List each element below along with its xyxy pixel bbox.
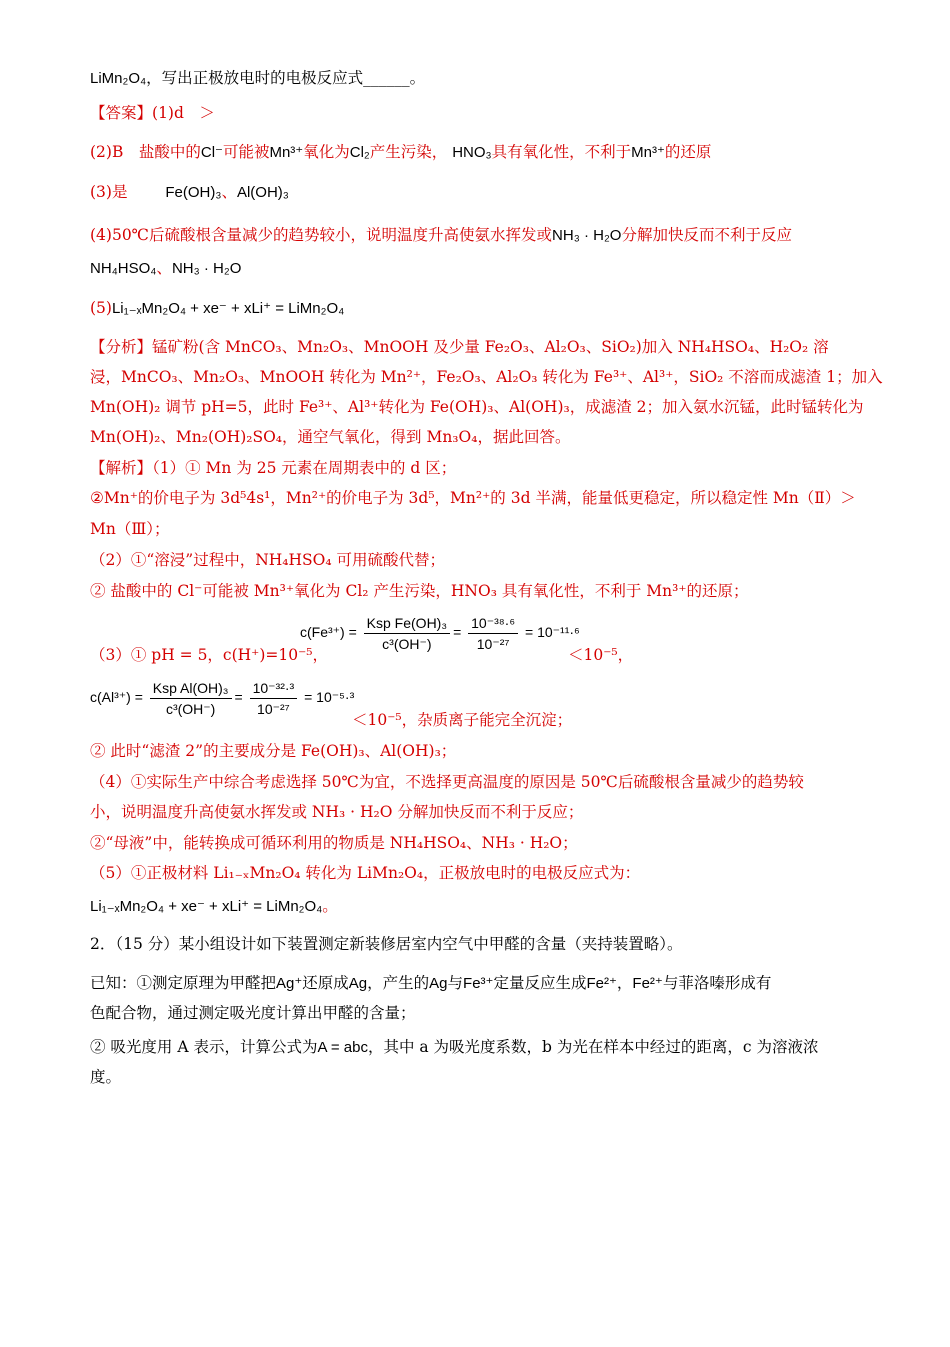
answer-line-1 xyxy=(90,103,215,123)
text: （1）① Mn 为 25 元素在周期表中的 d 区； xyxy=(152,459,457,477)
solution-line-4 xyxy=(90,550,445,570)
formula: Cl⁻ xyxy=(200,144,223,161)
text: ，写出正极放电时的电极反应式______。 xyxy=(146,69,426,87)
answer-line-2 xyxy=(90,142,711,163)
formula: NH₃ · H₂O xyxy=(171,260,242,277)
numerator: 10⁻³²·³ xyxy=(250,678,298,699)
text: (4)50℃后硫酸根含量减少的趋势较小，说明温度升高使氨水挥发或 xyxy=(90,226,553,244)
text: ，产生的 xyxy=(367,974,430,992)
formula: LiMn₂O₄ xyxy=(90,70,147,87)
formula: NH₄HSO₄ xyxy=(90,260,157,277)
denominator: c³(OH⁻) xyxy=(165,701,216,717)
result: = 10⁻⁵·³ xyxy=(304,689,355,706)
q1-tail-line xyxy=(90,68,425,89)
formula: Ag xyxy=(348,975,368,992)
analysis-line-3 xyxy=(90,397,864,417)
fraction xyxy=(250,678,298,719)
equation: Li₁₋ₓMn₂O₄ + xe⁻ + xLi⁺ = LiMn₂O₄ xyxy=(111,300,345,317)
lhs: c(Al³⁺) = xyxy=(90,689,143,706)
solution-line-2 xyxy=(90,488,856,508)
text: 小，说明温度升高使氨水挥发或 NH₃ · H₂O 分解加快反而不利于反应； xyxy=(90,803,584,821)
q2-title xyxy=(90,934,683,954)
fe-compare xyxy=(568,645,633,665)
result: = 10⁻¹¹·⁶ xyxy=(525,624,580,641)
numerator: 10⁻³⁸·⁶ xyxy=(468,613,518,634)
text: 具有氧化性，不利于 xyxy=(491,143,632,161)
text: 、 xyxy=(156,259,172,277)
text: 度。 xyxy=(90,1068,122,1086)
solution-line-11 xyxy=(90,863,640,883)
fraction xyxy=(364,613,450,654)
analysis-tag: 【分析】 xyxy=(90,338,153,356)
analysis-line-1 xyxy=(90,337,829,357)
text: Mn(OH)₂ 调节 pH=5，此时 Fe³⁺、Al³⁺转化为 Fe(OH)₃、Al(OH)₃，成滤渣 2；加入氨水沉锰，此时锰转化为 xyxy=(90,398,864,416)
formula: Ag xyxy=(429,975,448,992)
answer-tag: 【答案】 xyxy=(90,104,153,122)
text: ， xyxy=(616,974,633,992)
formula: Fe²⁺ xyxy=(586,975,617,992)
formula: HNO₃ xyxy=(452,144,492,161)
text: ② 吸光度用 A 表示，计算公式为 xyxy=(90,1038,318,1056)
text: 的还原 xyxy=(664,143,712,161)
text: 浸，MnCO₃、Mn₂O₃、MnOOH 转化为 Mn²⁺，Fe₂O₃、Al₂O₃ 转化为 Fe³⁺、Al³⁺，SiO₂ 不溶而成滤渣 1；加入 xyxy=(90,368,883,386)
fraction xyxy=(468,613,518,654)
text: (3)是 xyxy=(90,183,128,201)
text: 。 xyxy=(322,897,338,915)
formula: Al(OH)₃ xyxy=(236,184,289,201)
text: （3）① pH = 5，c(H⁺)=10⁻⁵， xyxy=(90,646,329,664)
analysis-line-2 xyxy=(90,367,883,387)
text: ＜10⁻⁵， xyxy=(568,646,634,664)
formula: Mn³⁺ xyxy=(269,144,304,161)
denominator: 10⁻²⁷ xyxy=(257,701,290,717)
q2-known-line-3 xyxy=(90,1037,819,1058)
text: 产生污染， xyxy=(369,143,448,161)
formula: Fe³⁺ xyxy=(463,975,494,992)
text: ② 盐酸中的 Cl⁻可能被 Mn³⁺氧化为 Cl₂ 产生污染，HNO₃ 具有氧化性，不利于 Mn³⁺的还原； xyxy=(90,582,749,600)
formula: Fe(OH)₃ xyxy=(165,184,222,201)
text: 与 xyxy=(447,974,464,992)
text: ②“母液”中，能转换成可循环利用的物质是 NH₄HSO₄、NH₃ · H₂O； xyxy=(90,834,578,852)
lhs: c(Fe³⁺) = xyxy=(300,624,357,641)
text: （4）①实际生产中综合考虑选择 50℃为宜，不选择更高温度的原因是 50℃后硫酸根含量减少的趋势较 xyxy=(90,773,804,791)
text: （5）①正极材料 Li₁₋ₓMn₂O₄ 转化为 LiMn₂O₄，正极放电时的电极反应式为： xyxy=(90,864,641,882)
q2-known-line-1 xyxy=(90,973,771,994)
text: 色配合物，通过测定吸光度计算出甲醛的含量； xyxy=(90,1004,416,1022)
text: 氧化为 xyxy=(303,143,350,161)
solution-line-3 xyxy=(90,519,170,539)
answer-line-4b xyxy=(90,258,241,279)
text: ＜10⁻⁵，杂质离子能完全沉淀； xyxy=(352,711,573,729)
solution-line-8 xyxy=(90,772,804,792)
equation: Li₁₋ₓMn₂O₄ + xe⁻ + xLi⁺ = LiMn₂O₄ xyxy=(90,898,323,915)
text: ，其中 a 为吸光度系数，b 为光在样本中经过的距离，c 为溶液浓 xyxy=(367,1038,819,1056)
denominator: c³(OH⁻) xyxy=(382,636,432,652)
solution-tag: 【解析】 xyxy=(90,459,153,477)
text: ②Mn⁺的价电子为 3d⁵4s¹，Mn²⁺的价电子为 3d⁵，Mn²⁺的 3d 半满，能量低更稳定，所以稳定性 Mn（Ⅱ）＞ xyxy=(90,489,856,507)
text: 、 xyxy=(221,183,237,201)
formula: NH₃ · H₂O xyxy=(552,227,622,244)
fraction xyxy=(150,678,232,719)
text: Mn(OH)₂、Mn₂(OH)₂SO₄，通空气氧化，得到 Mn₃O₄，据此回答。 xyxy=(90,428,571,446)
fe-equation: c(Fe³⁺) = $\frac{\text{Ksp Fe(OH)₃}}{\text{c³(OH⁻)}}$ = $\frac{\text{10⁻³⁸·⁶}}{\text{10⁻²⁷}}$ = 10⁻¹¹·⁶ xyxy=(300,615,580,652)
answer-line-3 xyxy=(90,182,289,203)
answer-line-4 xyxy=(90,225,792,246)
formula: Ag⁺ xyxy=(276,975,303,992)
denominator: 10⁻²⁷ xyxy=(476,636,510,652)
al-compare xyxy=(352,710,572,730)
formula: Fe²⁺ xyxy=(632,975,663,992)
solution-line-12 xyxy=(90,896,338,917)
al-equation: c(Al³⁺) = $\frac{\text{Ksp Al(OH)₃}}{\text{c³(OH⁻)}}$ = $\frac{\text{10⁻³²·³}}{\text{10⁻²⁷}}$ = 10⁻⁵·³ xyxy=(90,680,355,717)
text: ② 此时“滤渣 2”的主要成分是 Fe(OH)₃、Al(OH)₃； xyxy=(90,742,457,760)
numerator: Ksp Fe(OH)₃ xyxy=(364,613,450,634)
formula: Cl₂ xyxy=(349,144,370,161)
analysis-line-4 xyxy=(90,427,570,447)
solution-line-6 xyxy=(90,645,328,665)
q2-known-line-4 xyxy=(90,1067,121,1087)
q2-known-line-2 xyxy=(90,1003,416,1023)
formula: A = abc xyxy=(317,1039,368,1056)
answer-line-5 xyxy=(90,298,344,319)
solution-line-7 xyxy=(90,741,456,761)
formula: Mn³⁺ xyxy=(631,144,665,161)
answer-1: (1)d ＞ xyxy=(152,104,215,122)
solution-line-10 xyxy=(90,833,578,853)
text: 已知：①测定原理为甲醛把 xyxy=(90,974,277,992)
text: 2．（15 分）某小组设计如下装置测定新装修居室内空气中甲醛的含量（夹持装置略）。 xyxy=(90,935,683,953)
text: Mn（Ⅲ）； xyxy=(90,520,170,538)
text: （2）①“溶浸”过程中，NH₄HSO₄ 可用硫酸代替； xyxy=(90,551,445,569)
text: 可能被 xyxy=(222,143,270,161)
text: (2)B 盐酸中的 xyxy=(90,143,201,161)
text: 锰矿粉(含 MnCO₃、Mn₂O₃、MnOOH 及少量 Fe₂O₃、Al₂O₃、SiO₂)加入 NH₄HSO₄、H₂O₂ 溶 xyxy=(152,338,829,356)
text: 定量反应生成 xyxy=(493,974,587,992)
text: 还原成 xyxy=(302,974,349,992)
solution-line-9 xyxy=(90,802,583,822)
text: 分解加快反而不利于反应 xyxy=(621,226,792,244)
text: (5) xyxy=(90,299,112,317)
text: 与菲洛嗪形成有 xyxy=(662,974,772,992)
solution-line-1 xyxy=(90,458,456,478)
solution-line-5 xyxy=(90,581,749,601)
numerator: Ksp Al(OH)₃ xyxy=(150,678,232,699)
